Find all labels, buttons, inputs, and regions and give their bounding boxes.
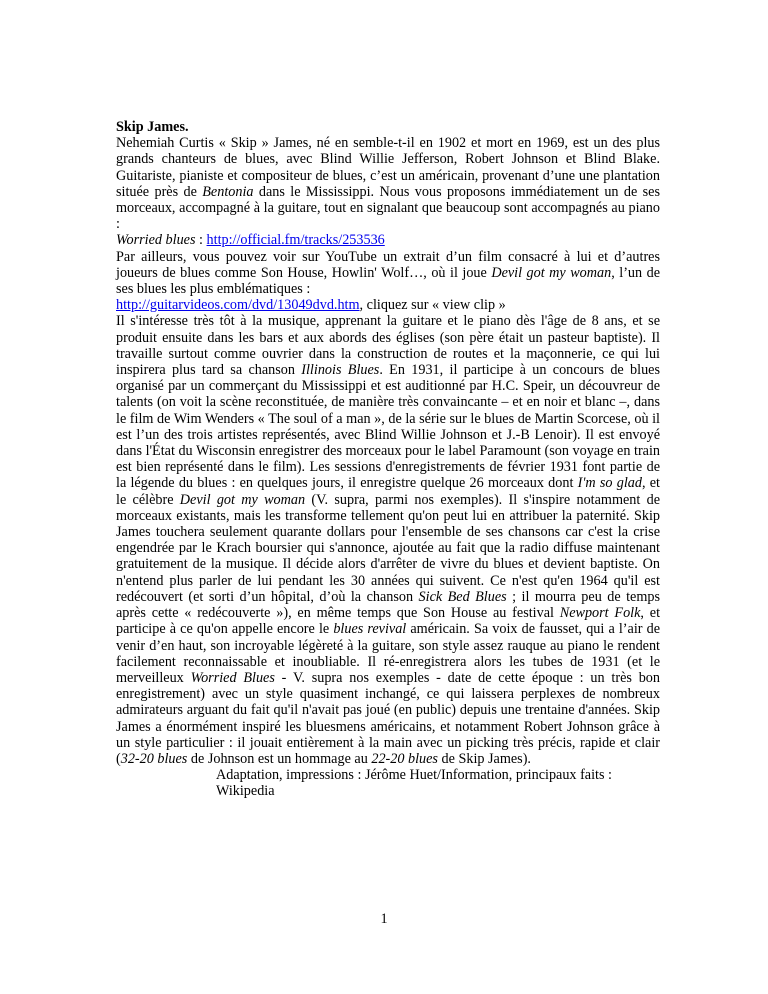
text-run: Il s'intéresse très tôt à la musique, apprenant la guitare et le piano dès l'âge de 8 ans, et se produit ensuite dans les bars et aux abords des églises (son père était un pasteur baptiste). Il travaille surtout comme ouvrier dans la construction de routes et la maçonnerie, ce qui lui inspirera plus tard sa chanson bbox=[116, 313, 660, 379]
text-run: Nehemiah Curtis « Skip » James, né en semble-t-il en 1902 et mort en 1969, est un des plus grands chanteurs de blues, avec Blind Willie Jefferson, Robert Johnson et Blind Blake. Guitariste, pianiste et compositeur de blues, c’est un américain, provenant d’une une plantation située près de bbox=[116, 135, 660, 200]
song-title: Devil got my woman bbox=[491, 264, 612, 281]
text-run: ; il mourra peu de temps après cette « redécouverte »), en même temps que Son House au festival bbox=[116, 588, 660, 622]
text-run: (V. supra, parmi nos exemples). Il s'inspire notamment de morceaux existants, mais les transforme tellement qu'on peut lui en attribuer la paternité. Skip James touchera seulement quarante dollars pour l'ensemble de ses chansons car c'est la crise engendrée par le Krach boursier qui s'annonce, ajoutée au fait que la radio diffuse maintenant gratuitement de la musique. Il décide alors d'arrêter de vivre du blues et devient baptiste. On n'entend plus parler de lui pendant les 30 années qui suivent. Ce n'est qu'en 1964 qu'il est redécouvert (et sorti d’un hôpital, d’où la chanson bbox=[116, 491, 660, 605]
song-title: Illinois Blues bbox=[301, 362, 380, 379]
text-run: de Skip James). bbox=[437, 750, 531, 767]
movement-name: blues revival bbox=[333, 621, 407, 638]
worried-blues-line bbox=[116, 232, 660, 248]
song-title: I'm so glad bbox=[577, 475, 642, 492]
place-name: Bentonia bbox=[202, 183, 254, 200]
song-title: 22-20 blues bbox=[371, 750, 438, 767]
text-run: , et participe à ce qu'on appelle encore le bbox=[116, 605, 661, 638]
text-run: , et le célèbre bbox=[116, 475, 660, 508]
song-title: Worried blues bbox=[116, 232, 196, 249]
text-run: . En 1931, il participe à un concours de blues organisé par un commerçant du Mississippi et est auditionné par H.C. Speir, un découvreur de talents (on voit la scène reconstituée, de manière très convaincante – et en noir et blanc –, dans le film de Wim Wenders « The soul of a man », de la série sur le blues de Martin Scorcese, où il est l’un des trois artistes représentés, avec Blind Willie Johnson et J.-B Lenoir). Il est envoyé dans l'État du Wisconsin enregistrer des morceaux pour le label Paramount (son voyage en train est bien représenté dans le film). Les sessions d'enregistrements de février 1931 font partie de la légende du blues : en quelques jours, il enregistre quelque 26 morceaux dont bbox=[116, 362, 660, 492]
intro-paragraph bbox=[116, 135, 660, 232]
link-instruction: , cliquez sur « view clip » bbox=[359, 297, 506, 314]
text-run: - V. supra nos exemples - date de cette époque : un très bon enregistrement) avec un style quasiment inchangé, ce qui laissera perplexes de nombreux admirateurs arguant du fait qu'il n'avait pas joué (en public) depuis une trentaine d'années. Skip James a énormément inspiré les bluesmens américains, et notamment Robert Johnson grâce à un style particulier : il jouait entièrement à la main avec un picking très précis, rapide et clair ( bbox=[116, 669, 660, 767]
song-title: 32-20 blues bbox=[120, 750, 188, 767]
official-fm-link[interactable]: http://official.fm/tracks/253536 bbox=[206, 232, 385, 249]
document-title: Skip James. bbox=[116, 119, 189, 135]
credit-line: Adaptation, impressions : Jérôme Huet/Information, principaux faits : Wikipedia bbox=[216, 767, 612, 800]
song-title: Sick Bed Blues bbox=[418, 588, 507, 605]
festival-name: Newport Folk bbox=[559, 605, 641, 622]
youtube-paragraph bbox=[116, 249, 660, 298]
guitarvideos-line bbox=[116, 297, 660, 313]
biography-paragraph bbox=[116, 313, 660, 767]
guitarvideos-link[interactable]: http://guitarvideos.com/dvd/13049dvd.htm bbox=[116, 297, 360, 314]
text-run: dans le Mississippi. Nous vous proposons immédiatement un de ses morceaux, accompagné à la guitare, tout en signalant que beaucoup sont accompagnés au piano : bbox=[116, 183, 660, 233]
text-run: de Johnson est un hommage au bbox=[187, 750, 372, 767]
text-run: Par ailleurs, vous pouvez voir sur YouTube un extrait d’un film consacré à lui et d’autres joueurs de blues comme Son House, Howlin' Wolf…, où il joue bbox=[116, 248, 660, 281]
document-body bbox=[116, 119, 660, 800]
song-title: Devil got my woman bbox=[179, 491, 306, 508]
text-run: , l’un de ses blues les plus emblématiques : bbox=[116, 264, 661, 298]
page-number: 1 bbox=[380, 911, 388, 927]
text-run: américain. Sa voix de fausset, qui a l’air de venir d’en haut, son incroyable légèreté à la guitare, son style assez rauque au piano le rendent facilement reconnaissable et inoubliable. Il ré-enregistrera alors les tubes de 1931 (et le merveilleux bbox=[116, 621, 660, 686]
separator: : bbox=[195, 232, 207, 249]
song-title: Worried Blues bbox=[190, 669, 275, 686]
